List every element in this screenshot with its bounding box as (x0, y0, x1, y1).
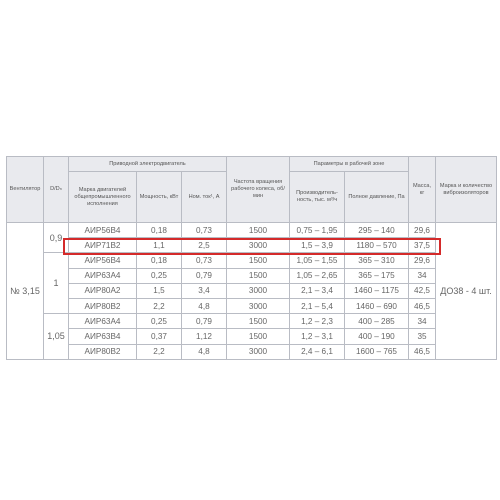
mass-cell: 34 (409, 268, 436, 283)
ratio-cell: 0,9 (44, 223, 69, 253)
pressure-cell: 295 – 140 (345, 223, 409, 238)
header-isolators: Марка и количество виброизоляторов (436, 157, 497, 223)
capacity-cell: 1,05 – 2,65 (290, 268, 345, 283)
current-cell: 0,73 (182, 253, 227, 268)
rpm-cell: 3000 (227, 283, 290, 298)
table-row (7, 238, 497, 253)
pressure-cell: 400 – 285 (345, 314, 409, 329)
pressure-cell: 400 – 190 (345, 329, 409, 344)
mass-cell: 35 (409, 329, 436, 344)
pressure-cell: 1460 – 1175 (345, 283, 409, 298)
mass-cell: 29,6 (409, 223, 436, 238)
motor-cell: АИР56В4 (69, 253, 137, 268)
table-row (7, 268, 497, 283)
ratio-cell: 1 (44, 253, 69, 314)
pressure-cell: 1600 – 765 (345, 344, 409, 359)
power-cell: 0,25 (137, 268, 182, 283)
capacity-cell: 1,05 – 1,55 (290, 253, 345, 268)
header-drive-group: Приводной электродвигатель (69, 157, 227, 172)
current-cell: 2,5 (182, 238, 227, 253)
isolator-cell: ДО38 - 4 шт. (436, 223, 497, 360)
current-cell: 0,73 (182, 223, 227, 238)
capacity-cell: 1,2 – 2,3 (290, 314, 345, 329)
power-cell: 2,2 (137, 344, 182, 359)
fan-number-cell: № 3,15 (7, 223, 44, 360)
header-motor-brand: Марка двигателей общепромышленного исполнения (69, 172, 137, 223)
mass-cell: 37,5 (409, 238, 436, 253)
power-cell: 0,18 (137, 253, 182, 268)
specs-table-container (6, 156, 496, 360)
header-rpm: Частота вращения рабочего колеса, об/мин (227, 157, 290, 223)
header-params-group: Параметры в рабочей зоне (290, 157, 409, 172)
header-capacity: Производитель-ность, тыс. м³/ч (290, 172, 345, 223)
capacity-cell: 1,5 – 3,9 (290, 238, 345, 253)
rpm-cell: 1500 (227, 314, 290, 329)
capacity-cell: 0,75 – 1,95 (290, 223, 345, 238)
motor-cell: АИР80А2 (69, 283, 137, 298)
pressure-cell: 1180 – 570 (345, 238, 409, 253)
current-cell: 4,8 (182, 344, 227, 359)
power-cell: 1,1 (137, 238, 182, 253)
mass-cell: 34 (409, 314, 436, 329)
table-row (7, 298, 497, 313)
current-cell: 1,12 (182, 329, 227, 344)
pressure-cell: 365 – 310 (345, 253, 409, 268)
header-pressure: Полное давление, Па (345, 172, 409, 223)
motor-cell: АИР80В2 (69, 344, 137, 359)
table-row (7, 253, 497, 268)
rpm-cell: 1500 (227, 329, 290, 344)
fan-specs-table (6, 156, 497, 360)
motor-cell: АИР63А4 (69, 268, 137, 283)
rpm-cell: 3000 (227, 344, 290, 359)
table-row-highlighted (7, 283, 497, 298)
rpm-cell: 3000 (227, 298, 290, 313)
rpm-cell: 1500 (227, 223, 290, 238)
power-cell: 0,25 (137, 314, 182, 329)
motor-cell: АИР71В2 (69, 238, 137, 253)
power-cell: 1,5 (137, 283, 182, 298)
mass-cell: 42,5 (409, 283, 436, 298)
current-cell: 0,79 (182, 314, 227, 329)
capacity-cell: 2,4 – 6,1 (290, 344, 345, 359)
current-cell: 0,79 (182, 268, 227, 283)
rpm-cell: 1500 (227, 253, 290, 268)
mass-cell: 29,6 (409, 253, 436, 268)
table-row (7, 344, 497, 359)
rpm-cell: 1500 (227, 268, 290, 283)
header-fan: Вентилятор (7, 157, 44, 223)
power-cell: 0,37 (137, 329, 182, 344)
capacity-cell: 1,2 – 3,1 (290, 329, 345, 344)
power-cell: 2,2 (137, 298, 182, 313)
ratio-cell: 1,05 (44, 314, 69, 360)
table-row (7, 329, 497, 344)
table-row (7, 314, 497, 329)
current-cell: 4,8 (182, 298, 227, 313)
table-row (7, 223, 497, 238)
pressure-cell: 1460 – 690 (345, 298, 409, 313)
current-cell: 3,4 (182, 283, 227, 298)
rpm-cell: 3000 (227, 238, 290, 253)
motor-cell: АИР56В4 (69, 223, 137, 238)
capacity-cell: 2,1 – 5,4 (290, 298, 345, 313)
capacity-cell: 2,1 – 3,4 (290, 283, 345, 298)
pressure-cell: 365 – 175 (345, 268, 409, 283)
header-power: Мощность, кВт (137, 172, 182, 223)
header-diameter-ratio: D/Dₙ (44, 157, 69, 223)
motor-cell: АИР63В4 (69, 329, 137, 344)
header-mass: Масса, кг (409, 157, 436, 223)
motor-cell: АИР80В2 (69, 298, 137, 313)
power-cell: 0,18 (137, 223, 182, 238)
mass-cell: 46,5 (409, 298, 436, 313)
motor-cell: АИР63А4 (69, 314, 137, 329)
mass-cell: 46,5 (409, 344, 436, 359)
header-current: Ном. ток¹, А (182, 172, 227, 223)
